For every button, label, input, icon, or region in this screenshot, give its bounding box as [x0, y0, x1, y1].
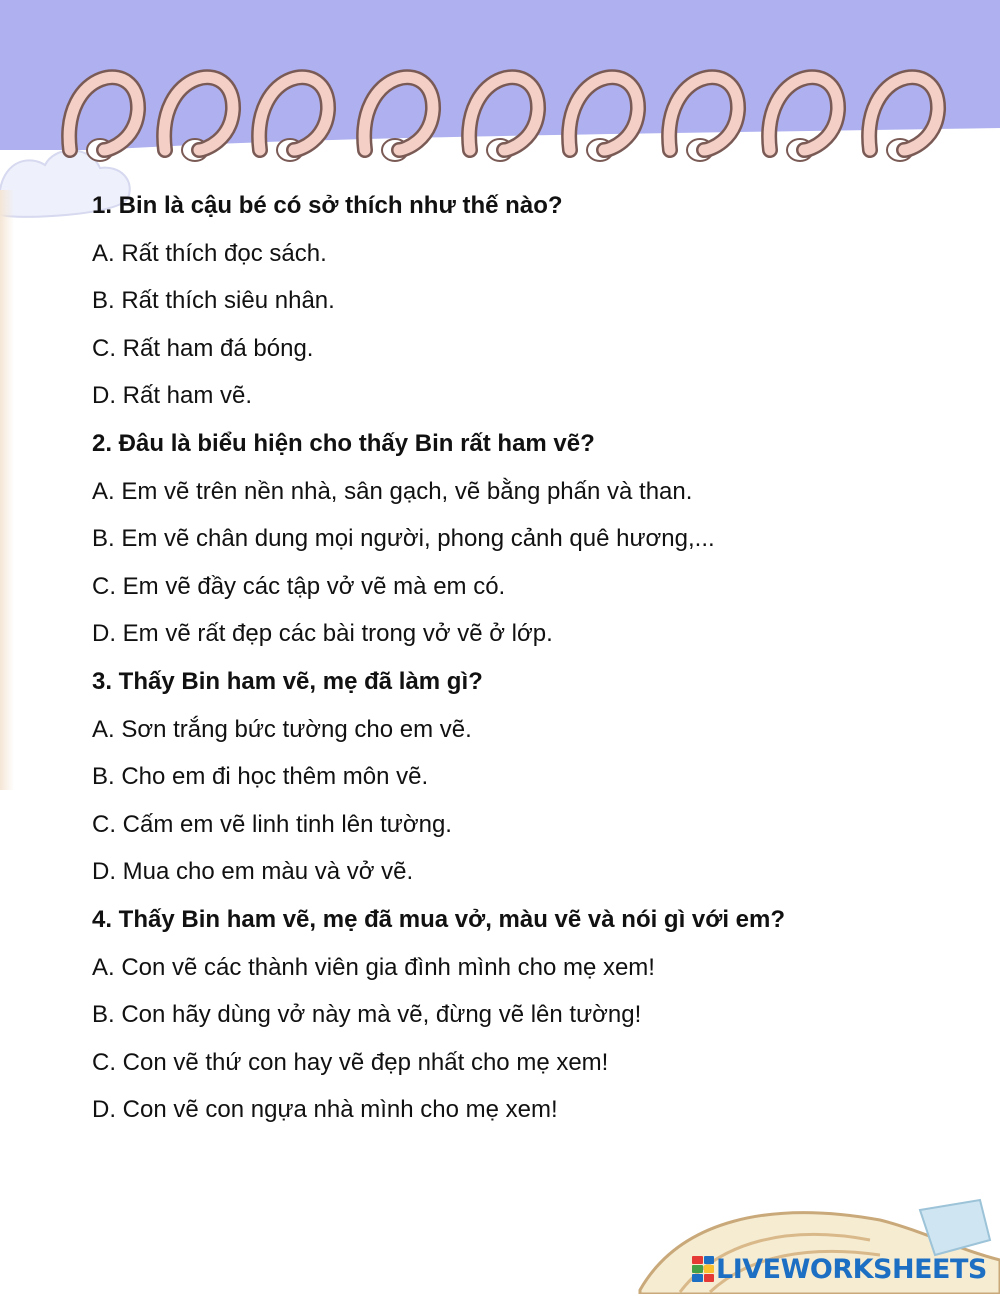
answer-option: D. Mua cho em màu và vở vẽ. [92, 858, 414, 886]
question-text: 1. Bin là cậu bé có sở thích như thế nào? [92, 192, 563, 219]
spiral-ring [669, 77, 738, 161]
quiz-content [92, 182, 972, 1134]
answer-option: A. Con vẽ các thành viên gia đình mình cho mẹ xem! [92, 953, 655, 981]
answer-option: C. Con vẽ thứ con hay vẽ đẹp nhất cho mẹ xem! [92, 1048, 609, 1076]
answer-option: A. Rất thích đọc sách. [92, 239, 327, 267]
spiral-ring [769, 77, 838, 161]
logo-text: LIVEWORKSHEETS [716, 1253, 987, 1285]
question-text: 3. Thấy Bin ham vẽ, mẹ đã làm gì? [92, 667, 483, 695]
logo-icon [692, 1256, 714, 1282]
liveworksheets-logo [692, 1252, 987, 1286]
spiral-ring [69, 77, 138, 161]
answer-option: B. Cho em đi học thêm môn vẽ. [92, 763, 429, 791]
answer-option: B. Con hãy dùng vở này mà vẽ, đừng vẽ lên tường! [92, 1001, 642, 1029]
answer-option: C. Em vẽ đầy các tập vở vẽ mà em có. [92, 572, 506, 600]
spiral-ring [569, 77, 638, 161]
answer-option: C. Rất ham đá bóng. [92, 334, 314, 362]
answer-option: B. Em vẽ chân dung mọi người, phong cảnh quê hương,... [92, 525, 715, 553]
spiral-ring [469, 77, 538, 161]
spiral-binding [0, 0, 1000, 200]
question-text: 2. Đâu là biểu hiện cho thấy Bin rất ham vẽ? [92, 429, 595, 457]
spiral-ring [869, 77, 938, 161]
answer-option: A. Sơn trắng bức tường cho em vẽ. [92, 715, 472, 743]
answer-option: A. Em vẽ trên nền nhà, sân gạch, vẽ bằng phấn và than. [92, 477, 693, 505]
spiral-ring [259, 77, 328, 161]
answer-option: D. Rất ham vẽ. [92, 382, 253, 410]
answer-option: C. Cấm em vẽ linh tinh lên tường. [92, 810, 452, 838]
spiral-ring [364, 77, 433, 161]
answer-option: D. Con vẽ con ngựa nhà mình cho mẹ xem! [92, 1096, 558, 1124]
spiral-ring [164, 77, 233, 161]
question-text: 4. Thấy Bin ham vẽ, mẹ đã mua vở, màu vẽ và nói gì với em? [92, 905, 786, 933]
paper-shadow [0, 190, 14, 790]
answer-option: D. Em vẽ rất đẹp các bài trong vở vẽ ở lớp. [92, 620, 553, 648]
answer-option: B. Rất thích siêu nhân. [92, 287, 335, 315]
